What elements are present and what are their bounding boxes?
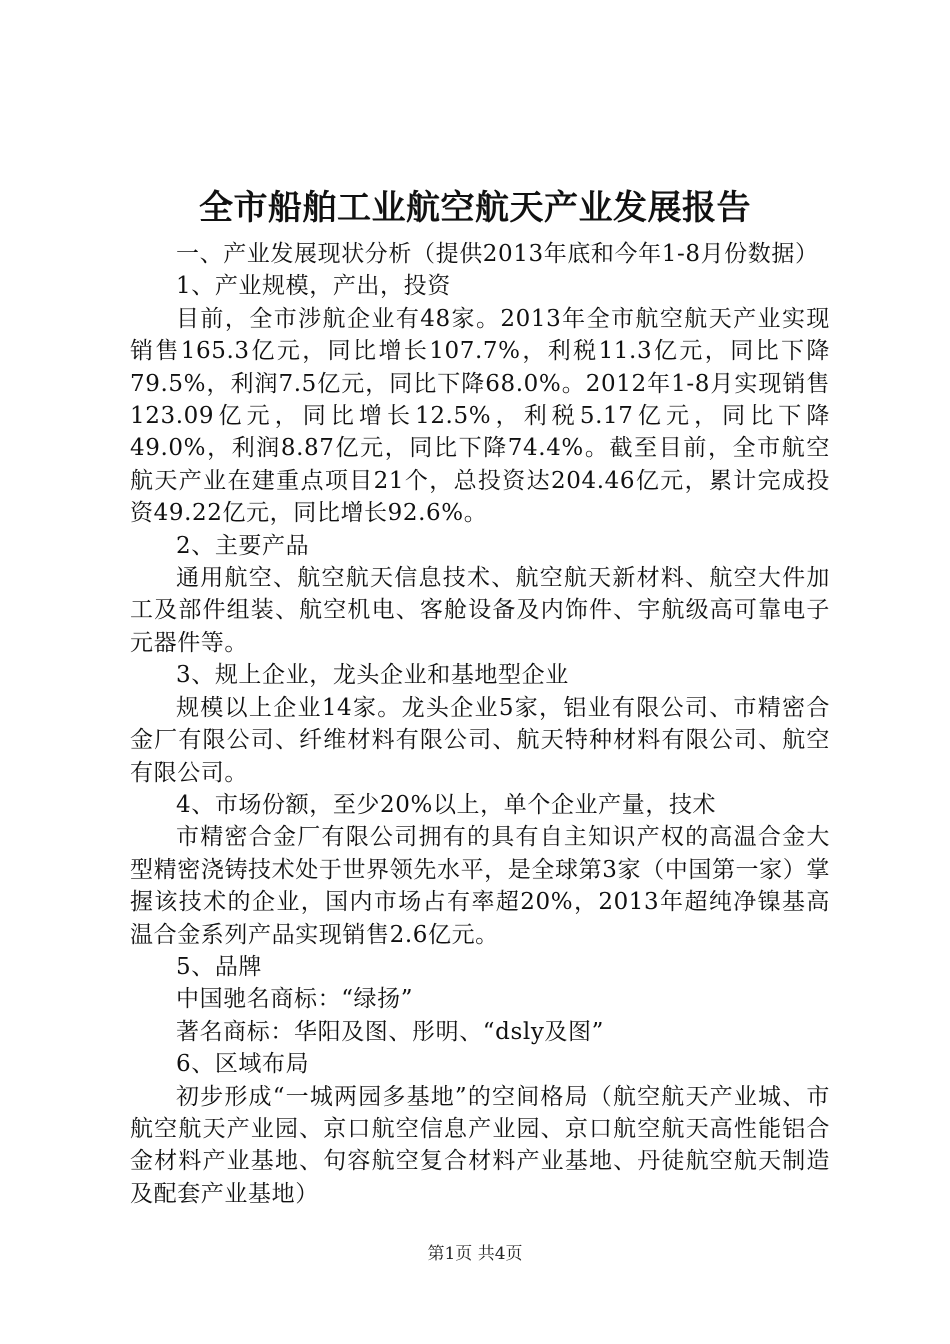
body-paragraph: 市精密合金厂有限公司拥有的具有自主知识产权的高温合金大型精密浇铸技术处于世界领先水平，是全球第3家（中国第一家）掌握该技术的企业，国内市场占有率超20%，2013年超纯净镍基高温合金系列产品实现销售2.6亿元。 xyxy=(130,824,830,948)
subsection-heading: 1、产业规模，产出，投资 xyxy=(176,273,451,300)
document-title: 全市船舶工业航空航天产业发展报告 xyxy=(199,188,751,228)
body-paragraph: 通用航空、航空航天信息技术、航空航天新材料、航空大件加工及部件组装、航空机电、客舱设备及内饰件、宇航级高可靠电子元器件等。 xyxy=(130,565,830,656)
subsection-heading: 4、市场份额，至少20%以上，单个企业产量，技术 xyxy=(176,791,717,818)
subsection-heading: 6、区域布局 xyxy=(176,1051,310,1078)
body-paragraph: 目前，全市涉航企业有48家。2013年全市航空航天产业实现销售165.3亿元，同比增长107.7%，利税11.3亿元，同比下降79.5%，利润7.5亿元，同比下降68.0%。2012年1-8月实现销售123.09亿元，同比增长12.5%，利税5.17亿元，同比下降49.0%，利润8.87亿元，同比下降74.4%。截至目前，全市航空航天产业在建重点项目21个，总投资达204.46亿元，累计完成投资49.22亿元，同比增长92.6%。 xyxy=(130,305,830,527)
body-paragraph: 初步形成“一城两园多基地”的空间格局（航空航天产业城、市航空航天产业园、京口航空信息产业园、京口航空航天高性能铝合金材料产业基地、句容航空复合材料产业基地、丹徒航空航天制造及配套产业基地） xyxy=(130,1083,830,1207)
body-paragraph: 规模以上企业14家。龙头企业5家，铝业有限公司、市精密合金厂有限公司、纤维材料有限公司、航天特种材料有限公司、航空有限公司。 xyxy=(130,694,830,786)
subsection-heading: 5、品牌 xyxy=(176,953,263,980)
document-body xyxy=(130,238,830,1210)
section-heading: 一、产业发展现状分析（提供2013年底和今年1-8月份数据） xyxy=(176,241,819,267)
page-number-footer: 第1页 共4页 xyxy=(427,1244,523,1264)
subsection-heading: 2、主要产品 xyxy=(176,532,310,559)
body-paragraph: 中国驰名商标：“绿扬” xyxy=(176,986,414,1013)
subsection-heading: 3、规上企业，龙头企业和基地型企业 xyxy=(176,662,569,689)
body-paragraph: 著名商标：华阳及图、彤明、“dsly及图” xyxy=(176,1018,604,1045)
